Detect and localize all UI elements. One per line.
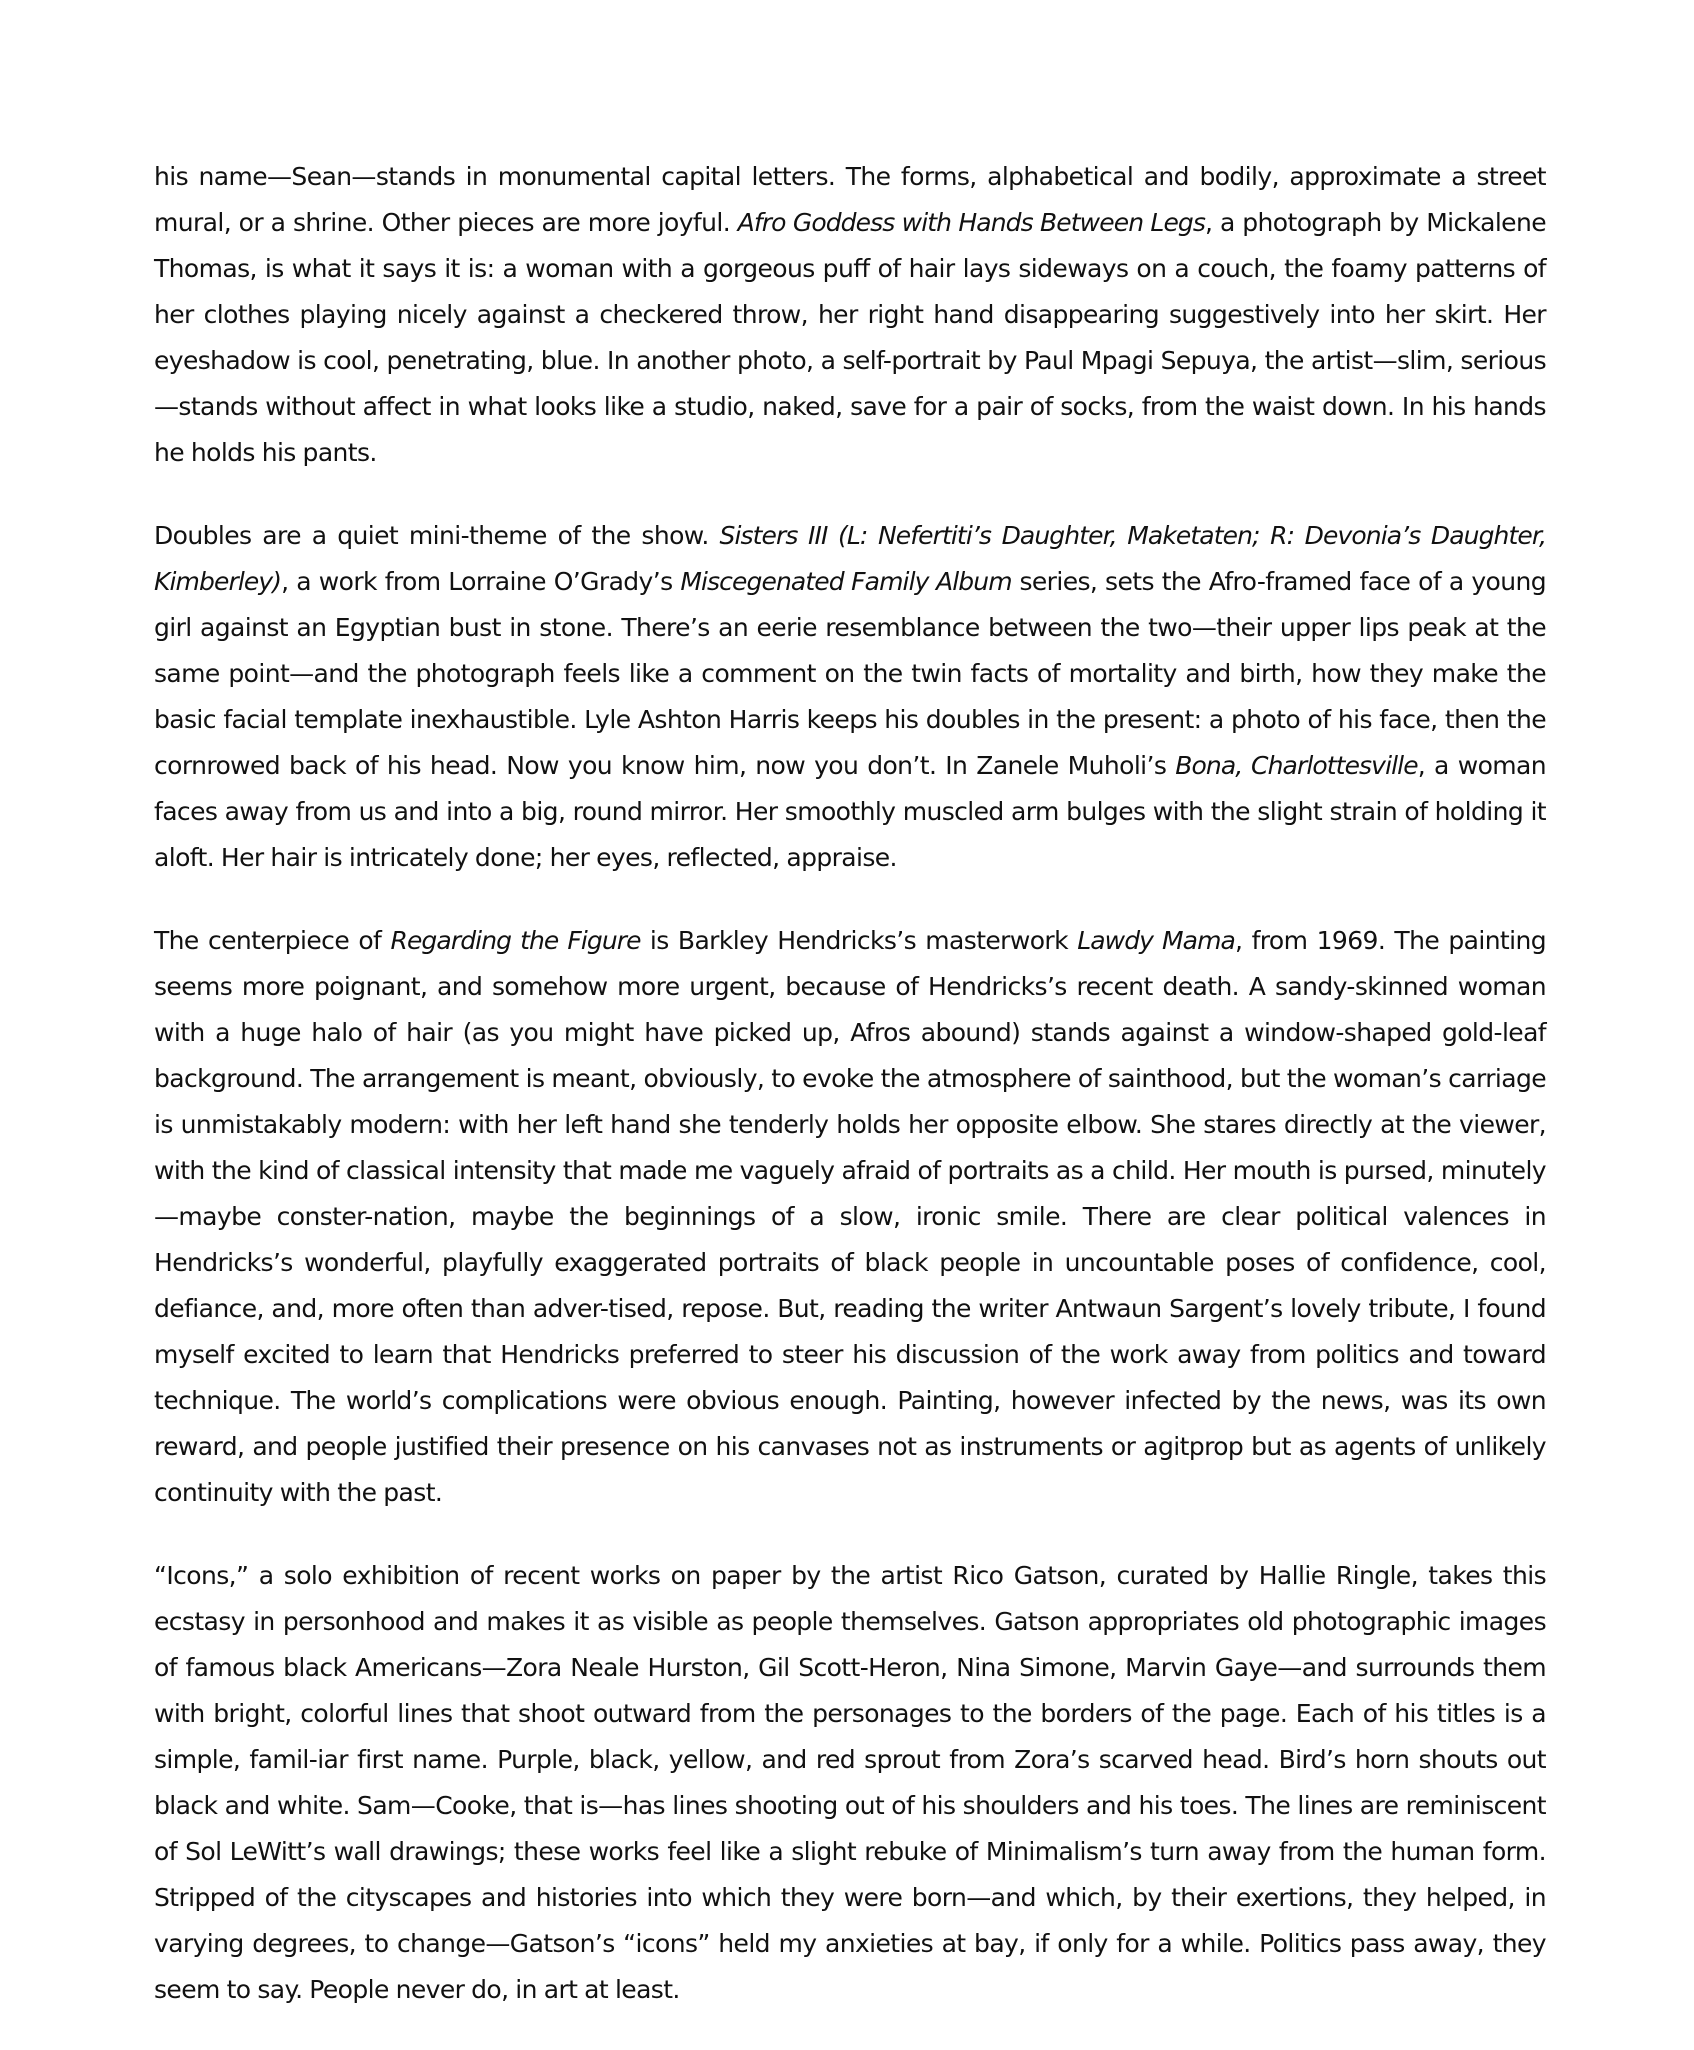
artwork-title: Lawdy Mama — [1077, 926, 1235, 955]
paragraph-4 — [154, 1553, 1546, 2013]
series-title: Miscegenated Family Album — [680, 567, 1012, 596]
text-run: , a work from Lorraine O’Grady’s — [281, 567, 681, 596]
text-run: “Icons,” a solo exhibition of recent works on paper by the artist Rico Gatson, curated by Hallie Ringle, takes this ecstasy in personhood and makes it as visible as people themselves. Gatson appropriates old photographic images of famous black Americans—Zora Neale Hurston, Gil Scott-Heron, Nina Simone, Marvin Gaye—and surrounds them with bright, colorful lines that shoot outward from the personages to the borders of the page. Each of his titles is a simple, famil-iar first name. Purple, black, yellow, and red sprout from Zora’s scarved head. Bird’s horn shouts out black and white. Sam—Cooke, that is—has lines shooting out of his shoulders and his toes. The lines are reminiscent of Sol LeWitt’s wall drawings; these works feel like a slight rebuke of Minimalism’s turn away from the human form. Stripped of the cityscapes and histories into which they were born—and which, by their exertions, they helped, in varying degrees, to change—Gatson’s “icons” held my anxieties at bay, if only for a while. Politics pass away, they seem to say. People never do, in art at least. — [154, 1561, 1546, 2004]
exhibition-title: Regarding the Figure — [390, 926, 641, 955]
text-run: his name—Sean—stands in monumental capital letters. The forms, alphabetical and bodily, approximate a street mural, or a shrine. Other pieces are more joyful. — [154, 162, 1546, 237]
text-run: series, sets the Afro-framed face of a young girl against an Egyptian bust in stone. There’s an eerie resemblance between the two—their upper lips peak at the same point—and the photograph feels like a comment on the twin facts of mortality and birth, how they make the basic facial template inexhaustible. Lyle Ashton Harris keeps his doubles in the present: a photo of his face, then the cornrowed back of his head. Now you know him, now you don’t. In Zanele Muholi’s — [154, 567, 1547, 780]
artwork-title: Sisters III (L: Nefertiti’s Daughter, Maketaten; R: Devonia’s Daughter, Kimberley) — [154, 521, 1546, 596]
text-run: , a woman faces away from us and into a big, round mirror. Her smoothly muscled arm bulges with the slight strain of holding it aloft. Her hair is intricately done; her eyes, reflected, appraise. — [154, 751, 1546, 872]
text-run: , a photograph by Mickalene Thomas, is what it says it is: a woman with a gorgeous puff of hair lays sideways on a couch, the foamy patterns of her clothes playing nicely against a checkered throw, her right hand disappearing suggestively into her skirt. Her eyeshadow is cool, penetrating, blue. In another photo, a self-portrait by Paul Mpagi Sepuya, the artist—slim, serious—stands without affect in what looks like a studio, naked, save for a pair of socks, from the waist down. In his hands he holds his pants. — [154, 208, 1546, 467]
artwork-title: Afro Goddess with Hands Between Legs — [737, 208, 1206, 237]
text-run: The centerpiece of — [154, 926, 391, 955]
article-body — [154, 154, 1546, 2050]
paragraph-2 — [154, 513, 1546, 881]
text-run: Doubles are a quiet mini-theme of the show. — [154, 521, 720, 550]
text-run: is Barkley Hendricks’s masterwork — [640, 926, 1078, 955]
paragraph-3 — [154, 918, 1546, 1516]
paragraph-1 — [154, 154, 1546, 476]
artwork-title: Bona, Charlottesville — [1175, 751, 1418, 780]
text-run: , from 1969. The painting seems more poignant, and somehow more urgent, because of Hendricks’s recent death. A sandy-skinned woman with a huge halo of hair (as you might have picked up, Afros abound) stands against a window-shaped gold-leaf background. The arrangement is meant, obviously, to evoke the atmosphere of sainthood, but the woman’s carriage is unmistakably modern: with her left hand she tenderly holds her opposite elbow. She stares directly at the viewer, with the kind of classical intensity that made me vaguely afraid of portraits as a child. Her mouth is pursed, minutely—maybe conster-nation, maybe the beginnings of a slow, ironic smile. There are clear political valences in Hendricks’s wonderful, playfully exaggerated portraits of black people in uncountable poses of confidence, cool, defiance, and, more often than adver-tised, repose. But, reading the writer Antwaun Sargent’s lovely tribute, I found myself excited to learn that Hendricks preferred to steer his discussion of the work away from politics and toward technique. The world’s complications were obvious enough. Painting, however infected by the news, was its own reward, and people justified their presence on his canvases not as instruments or agitprop but as agents of unlikely continuity with the past. — [154, 926, 1546, 1507]
